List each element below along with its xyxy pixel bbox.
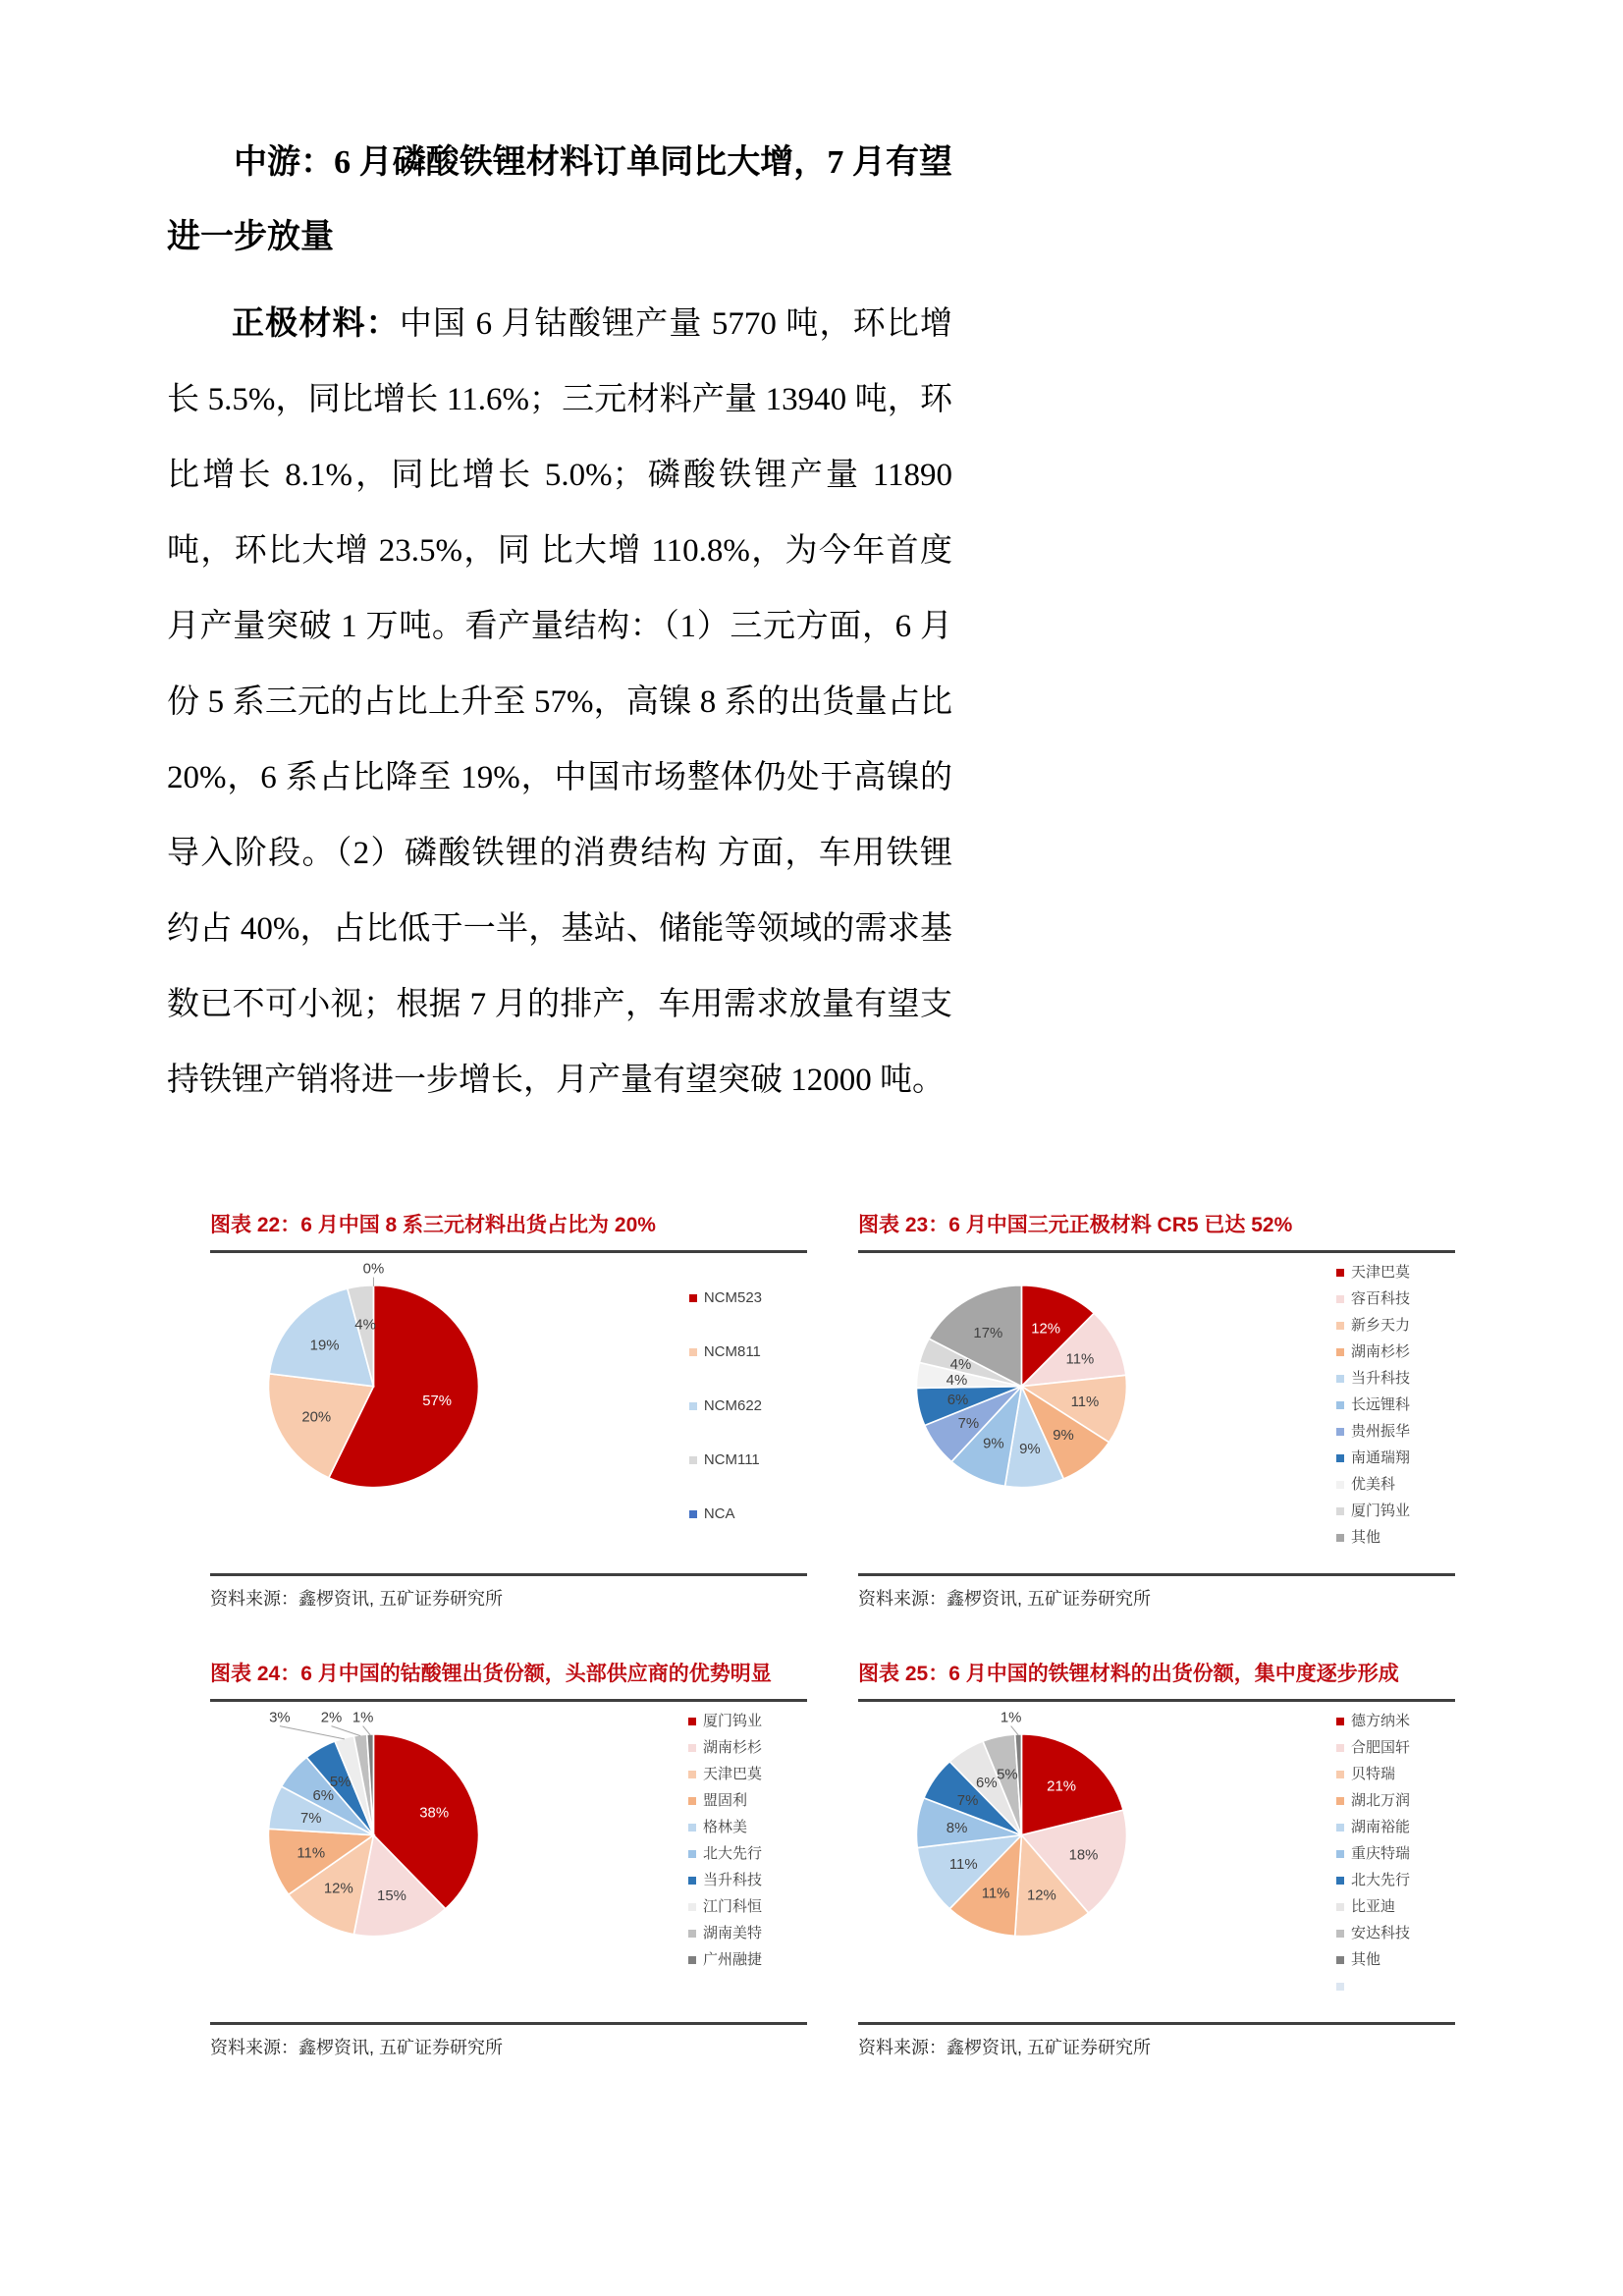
legend-swatch	[1336, 1718, 1344, 1725]
legend-swatch	[1336, 1401, 1344, 1409]
legend-swatch	[688, 1850, 696, 1858]
legend-label: 当升科技	[1350, 1370, 1410, 1387]
legend-label: 新乡天力	[1350, 1317, 1410, 1334]
chart-title: 图表 22：6 月中国 8 系三元材料出货占比为 20%	[210, 1214, 656, 1236]
pie-label: 57%	[422, 1392, 453, 1409]
legend-label: 其他	[1350, 1951, 1380, 1968]
legend-label: 比亚迪	[1350, 1898, 1395, 1915]
legend-item	[1336, 1767, 1410, 1781]
chart-panel	[817, 1203, 1455, 1613]
legend-label: 厦门钨业	[702, 1713, 762, 1729]
pie-label: 7%	[957, 1414, 980, 1432]
pie-label: 0%	[362, 1260, 385, 1278]
legend-swatch	[1336, 1428, 1344, 1436]
chart-source: 资料来源：鑫椤资讯, 五矿证券研究所	[210, 2038, 504, 2057]
chart-title: 图表 24：6 月中国的钴酸锂出货份额，头部供应商的优势明显	[210, 1663, 772, 1685]
legend-swatch	[688, 1824, 696, 1831]
legend-swatch	[1336, 1269, 1344, 1277]
legend-label: 湖南杉杉	[702, 1739, 762, 1756]
legend-label: 厦门钨业	[1350, 1503, 1410, 1519]
legend-item	[688, 1793, 762, 1808]
paragraph-lead: 正极材料：	[232, 306, 400, 342]
pie-label: 4%	[354, 1316, 376, 1334]
legend-item	[1336, 1477, 1410, 1492]
pie-label: 15%	[377, 1887, 406, 1905]
pie-label: 7%	[299, 1810, 322, 1828]
legend-item	[1336, 1424, 1410, 1439]
legend-swatch	[689, 1402, 697, 1410]
legend-swatch	[688, 1930, 696, 1938]
pie-legend	[1336, 1265, 1410, 1569]
pie-label: 4%	[946, 1371, 968, 1389]
pie-label: 11%	[297, 1844, 326, 1862]
pie-label: 11%	[1070, 1393, 1100, 1410]
legend-item	[1336, 1926, 1410, 1941]
legend-label: 湖南美特	[702, 1925, 762, 1941]
pie-chart	[905, 1257, 1143, 1500]
legend-label: 其他	[1350, 1529, 1380, 1546]
legend-item	[1336, 1899, 1410, 1914]
legend-item	[689, 1290, 762, 1305]
legend-swatch	[1336, 1744, 1344, 1752]
legend-swatch	[689, 1348, 697, 1356]
legend-item	[1336, 1793, 1410, 1808]
legend-label: NCA	[703, 1505, 735, 1522]
pie-legend	[688, 1714, 762, 2018]
legend-item	[688, 1740, 762, 1755]
pie-label: 11%	[948, 1855, 978, 1873]
legend-label: 北大先行	[702, 1845, 762, 1862]
legend-label: 北大先行	[1350, 1872, 1410, 1888]
legend-item	[688, 1873, 762, 1887]
legend-label: 重庆特瑞	[1350, 1845, 1410, 1862]
legend-label: 贝特瑞	[1350, 1766, 1395, 1782]
legend-swatch	[689, 1510, 697, 1518]
legend-label: NCM811	[703, 1343, 761, 1360]
legend-swatch	[1336, 1877, 1344, 1885]
pie-legend	[689, 1290, 762, 1569]
pie-label: 9%	[1053, 1426, 1074, 1444]
pie-label: 8%	[946, 1819, 968, 1836]
chart-body	[210, 1253, 807, 1573]
legend-swatch	[688, 1797, 696, 1805]
pie-label: 11%	[1065, 1350, 1095, 1368]
chart-source: 资料来源：鑫椤资讯, 五矿证券研究所	[210, 1589, 504, 1609]
chart-source: 资料来源：鑫椤资讯, 五矿证券研究所	[858, 2038, 1152, 2057]
pie-label: 12%	[323, 1880, 353, 1897]
legend-item	[1336, 1318, 1410, 1333]
legend-label: 安达科技	[1350, 1925, 1410, 1941]
legend-label: 当升科技	[702, 1872, 762, 1888]
chart-body	[858, 1702, 1455, 2022]
legend-swatch	[1336, 1348, 1344, 1356]
section-heading: 中游：6 月磷酸铁锂材料订单同比大增，7 月有望进一步放量	[167, 144, 952, 255]
chart-panel	[817, 1652, 1455, 2061]
pie-label: 1%	[1000, 1709, 1022, 1726]
legend-label: 湖南裕能	[1350, 1819, 1410, 1835]
pie-label: 12%	[1026, 1886, 1056, 1904]
legend-label: 德方纳米	[1350, 1713, 1410, 1729]
legend-item	[688, 1846, 762, 1861]
paragraph-text: 中国 6 月钴酸锂产量 5770 吨，环比增长 5.5%，同比增长 11.6%；三元材料产量 13940 吨，环比增长 8.1%，同比增长 5.0%；磷酸铁锂产量 11890 吨，环比大增 23.5%，同 比大增 110.8%，为今年首度月产量突破 1 万吨。看产量结构：（1）三元方面，6 月份 5 系三元的占比上升至 57%，高镍 8 系的出货量占比 20%，6 系占比降至 19%，中国市场整体仍处于高镍的导入阶段。（2）磷酸铁锂的消费结构 方面，车用铁锂约占 40%，占比低于一半，基站、储能等领域的需求基数已不可小视；根据 7 月的排产，车用需求放量有望支持铁锂产销将进一步增长，月产量有望突破 12000 吨。	[167, 306, 953, 1098]
legend-swatch	[1336, 1903, 1344, 1911]
pie-label: 5%	[997, 1766, 1018, 1783]
legend-swatch	[688, 1903, 696, 1911]
legend-item	[1336, 1397, 1410, 1412]
chart-panel	[169, 1203, 807, 1613]
legend-item	[1336, 1740, 1410, 1755]
pie-label: 19%	[309, 1337, 340, 1354]
pie-label: 12%	[1031, 1320, 1061, 1338]
legend-item	[1336, 1873, 1410, 1887]
legend-item	[1336, 1265, 1410, 1280]
legend-label: NCM111	[703, 1451, 760, 1468]
pie-label: 1%	[352, 1709, 374, 1726]
legend-label: 广州融捷	[702, 1951, 762, 1968]
legend-item	[688, 1767, 762, 1781]
legend-item	[1336, 1979, 1410, 1994]
legend-item	[1336, 1952, 1410, 1967]
legend-swatch	[1336, 1454, 1344, 1462]
legend-swatch	[1336, 1322, 1344, 1330]
pie-label: 17%	[973, 1325, 1003, 1342]
legend-label: 合肥国轩	[1350, 1739, 1410, 1756]
legend-item	[1336, 1846, 1410, 1861]
pie-label: 5%	[329, 1773, 352, 1790]
legend-label: 南通瑞翔	[1350, 1449, 1410, 1466]
chart-title: 图表 25：6 月中国的铁锂材料的出货份额，集中度逐步形成	[858, 1663, 1399, 1685]
legend-label: 格林美	[702, 1819, 747, 1835]
legend-swatch	[1336, 1534, 1344, 1542]
legend-swatch	[688, 1956, 696, 1964]
pie-label-leader	[332, 1726, 361, 1736]
pie-label: 9%	[983, 1435, 1004, 1452]
pie-label: 21%	[1047, 1777, 1077, 1795]
legend-swatch	[1336, 1507, 1344, 1515]
pie-label: 20%	[301, 1408, 332, 1426]
chart-title: 图表 23：6 月中国三元正极材料 CR5 已达 52%	[858, 1214, 1293, 1236]
pie-label: 18%	[1068, 1846, 1099, 1864]
chart-panel	[169, 1652, 807, 2061]
legend-item	[1336, 1714, 1410, 1728]
legend-label: 湖北万润	[1350, 1792, 1410, 1809]
legend-swatch	[688, 1744, 696, 1752]
legend-swatch	[1336, 1956, 1344, 1964]
legend-swatch	[1336, 1797, 1344, 1805]
pie-label: 7%	[956, 1792, 979, 1810]
legend-item	[1336, 1344, 1410, 1359]
legend-item	[1336, 1820, 1410, 1834]
legend-item	[1336, 1291, 1410, 1306]
legend-item	[1336, 1503, 1410, 1518]
pie-label: 3%	[269, 1709, 291, 1726]
legend-label: 容百科技	[1350, 1290, 1410, 1307]
legend-item	[688, 1714, 762, 1728]
legend-label: 天津巴莫	[1350, 1264, 1410, 1281]
legend-item	[688, 1820, 762, 1834]
pie-label: 6%	[947, 1391, 969, 1408]
legend-swatch	[1336, 1824, 1344, 1831]
legend-swatch	[1336, 1375, 1344, 1383]
pie-chart	[257, 1706, 495, 1948]
legend-swatch	[1336, 1930, 1344, 1938]
chart-body	[210, 1702, 807, 2022]
legend-item	[688, 1926, 762, 1941]
pie-label: 4%	[949, 1356, 972, 1374]
legend-item	[689, 1506, 762, 1521]
legend-item	[689, 1398, 762, 1413]
legend-swatch	[689, 1456, 697, 1464]
legend-item	[1336, 1450, 1410, 1465]
pie-label: 2%	[320, 1709, 343, 1726]
text-column	[167, 0, 952, 1119]
pie-label: 38%	[419, 1804, 450, 1822]
legend-label: 贵州振华	[1350, 1423, 1410, 1440]
legend-label: 盟固利	[702, 1792, 747, 1809]
legend-swatch	[688, 1718, 696, 1725]
legend-label: 优美科	[1350, 1476, 1395, 1493]
charts-grid	[169, 1203, 1623, 2061]
pie-label: 6%	[976, 1775, 998, 1792]
legend-swatch	[1336, 1771, 1344, 1778]
legend-item	[689, 1344, 762, 1359]
legend-swatch	[1336, 1481, 1344, 1489]
pie-legend	[1336, 1714, 1410, 2018]
legend-label: 天津巴莫	[702, 1766, 762, 1782]
pie-chart	[257, 1257, 495, 1500]
legend-label: NCM622	[703, 1397, 762, 1414]
legend-swatch	[1336, 1850, 1344, 1858]
pie-label: 11%	[981, 1885, 1010, 1902]
legend-swatch	[688, 1877, 696, 1885]
legend-swatch	[1336, 1983, 1344, 1991]
legend-item	[688, 1952, 762, 1967]
legend-swatch	[689, 1294, 697, 1302]
pie-label: 6%	[312, 1787, 335, 1805]
legend-label: NCM523	[703, 1289, 762, 1306]
legend-item	[1336, 1530, 1410, 1545]
legend-label: 长远锂科	[1350, 1396, 1410, 1413]
legend-swatch	[688, 1771, 696, 1778]
chart-body	[858, 1253, 1455, 1573]
legend-item	[1336, 1371, 1410, 1386]
chart-source: 资料来源：鑫椤资讯, 五矿证券研究所	[858, 1589, 1152, 1609]
legend-label: 湖南杉杉	[1350, 1343, 1410, 1360]
pie-label-leader	[280, 1726, 345, 1739]
legend-swatch	[1336, 1295, 1344, 1303]
legend-label: 江门科恒	[702, 1898, 762, 1915]
body-paragraph	[167, 287, 952, 1119]
pie-label: 9%	[1019, 1441, 1041, 1458]
pie-chart	[905, 1706, 1143, 1948]
legend-item	[689, 1452, 762, 1467]
legend-item	[688, 1899, 762, 1914]
